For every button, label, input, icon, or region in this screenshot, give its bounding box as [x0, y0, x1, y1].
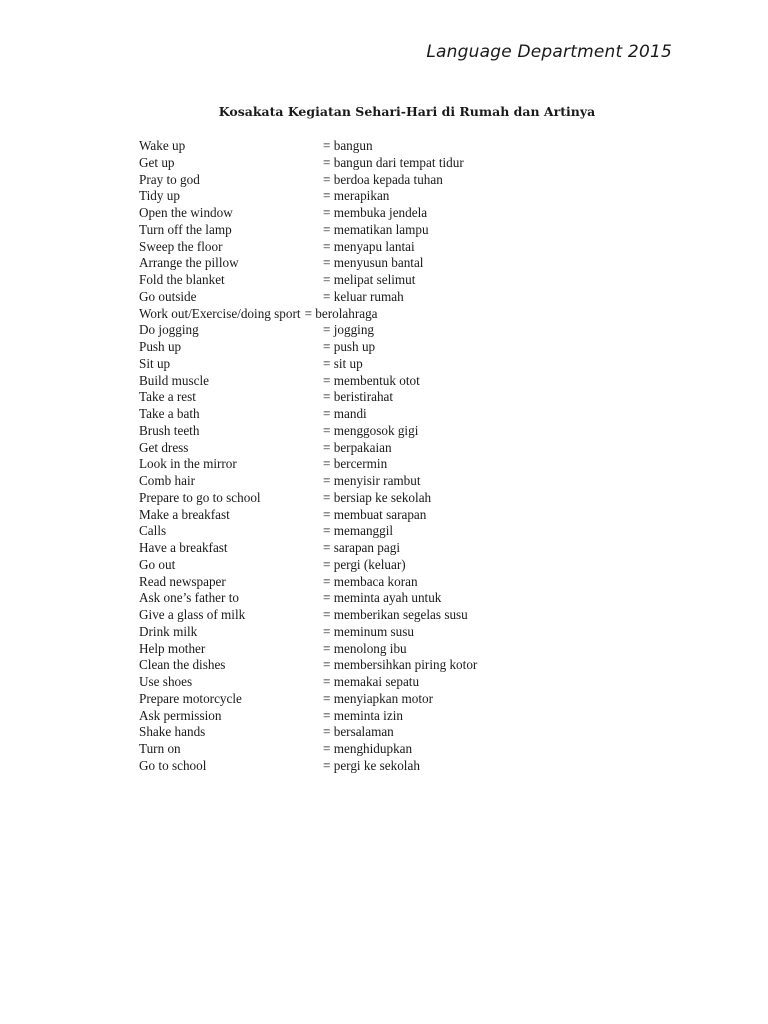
vocab-row [139, 540, 639, 557]
indonesian-meaning: = memberikan segelas susu [323, 607, 468, 622]
vocab-row [139, 507, 639, 524]
indonesian-meaning: = push up [323, 339, 376, 354]
vocab-row [139, 440, 639, 457]
indonesian-meaning: = pergi ke sekolah [323, 757, 420, 773]
indonesian-meaning: = keluar rumah [323, 288, 404, 304]
indonesian-meaning: = berolahraga [304, 305, 378, 321]
english-term: Clean the dishes [139, 657, 226, 673]
vocab-row [139, 172, 639, 189]
indonesian-meaning: = melipat selimut [323, 272, 416, 287]
indonesian-meaning: = menyiapkan motor [323, 690, 433, 706]
english-term: Read newspaper [139, 573, 226, 589]
indonesian-meaning: = bersalaman [323, 724, 394, 740]
page-header: Language Department 2015 [426, 42, 672, 62]
english-term: Prepare to go to school [139, 489, 261, 505]
vocab-row [139, 255, 639, 272]
vocab-row [139, 188, 639, 205]
indonesian-meaning: = bersiap ke sekolah [323, 489, 432, 505]
indonesian-meaning: = menghidupkan [323, 741, 413, 756]
english-term: Comb hair [139, 473, 196, 488]
indonesian-meaning: = meminum susu [323, 623, 414, 639]
english-term: Go outside [139, 288, 197, 304]
indonesian-meaning: = pergi (keluar) [323, 556, 406, 572]
indonesian-meaning: = mandi [323, 406, 367, 421]
indonesian-meaning: = memakai sepatu [323, 674, 420, 689]
vocab-row [139, 456, 639, 473]
indonesian-meaning: = sit up [323, 355, 363, 371]
vocab-row [139, 272, 639, 289]
english-term: Have a breakfast [139, 540, 228, 555]
indonesian-meaning: = menyapu lantai [323, 238, 415, 254]
vocab-row [139, 624, 639, 641]
english-term: Ask one’s father to [139, 590, 239, 606]
english-term: Give a glass of milk [139, 607, 246, 622]
english-term: Sweep the floor [139, 238, 223, 254]
english-term: Open the window [139, 205, 233, 220]
vocab-row [139, 306, 639, 323]
english-term: Go to school [139, 757, 207, 773]
english-term: Drink milk [139, 623, 198, 639]
vocab-row [139, 473, 639, 490]
indonesian-meaning: = berdoa kepada tuhan [323, 171, 443, 187]
english-term: Tidy up [139, 188, 180, 204]
english-term: Get dress [139, 439, 189, 455]
indonesian-meaning: = meminta ayah untuk [323, 590, 442, 606]
indonesian-meaning: = menyusun bantal [323, 255, 424, 271]
vocab-row [139, 674, 639, 691]
vocab-row [139, 289, 639, 306]
vocab-row [139, 641, 639, 658]
vocab-row [139, 741, 639, 758]
english-term: Prepare motorcycle [139, 690, 242, 706]
english-term: Turn on [139, 741, 181, 756]
indonesian-meaning: = membaca koran [323, 573, 418, 589]
indonesian-meaning: = merapikan [323, 188, 390, 204]
english-term: Work out/Exercise/doing sport [139, 305, 301, 321]
english-term: Sit up [139, 355, 171, 371]
vocab-row [139, 574, 639, 591]
indonesian-meaning: = jogging [323, 322, 375, 338]
vocab-row [139, 523, 639, 540]
english-term: Go out [139, 556, 176, 572]
english-term: Pray to god [139, 171, 200, 187]
vocab-row [139, 423, 639, 440]
english-term: Fold the blanket [139, 272, 225, 287]
vocab-row [139, 138, 639, 155]
vocab-row [139, 356, 639, 373]
english-term: Make a breakfast [139, 506, 230, 522]
indonesian-meaning: = bangun dari tempat tidur [323, 154, 464, 170]
vocab-row [139, 607, 639, 624]
vocab-row [139, 590, 639, 607]
indonesian-meaning: = menolong ibu [323, 640, 407, 656]
english-term: Take a bath [139, 406, 200, 421]
vocab-row [139, 205, 639, 222]
vocab-row [139, 322, 639, 339]
indonesian-meaning: = membersihkan piring kotor [323, 657, 478, 673]
vocab-row [139, 758, 639, 775]
english-term: Look in the mirror [139, 456, 237, 472]
english-term: Do jogging [139, 322, 199, 338]
english-term: Get up [139, 154, 175, 170]
vocab-row [139, 691, 639, 708]
english-term: Brush teeth [139, 422, 200, 438]
vocab-row [139, 657, 639, 674]
vocab-row [139, 406, 639, 423]
vocab-row [139, 239, 639, 256]
indonesian-meaning: = bercermin [323, 456, 388, 472]
indonesian-meaning: = membentuk otot [323, 372, 420, 388]
vocab-row [139, 339, 639, 356]
vocab-row [139, 490, 639, 507]
vocab-row [139, 155, 639, 172]
vocab-row [139, 708, 639, 725]
indonesian-meaning: = berpakaian [323, 439, 392, 455]
english-term: Build muscle [139, 372, 209, 388]
english-term: Calls [139, 523, 167, 539]
vocabulary-list [139, 138, 639, 775]
indonesian-meaning: = beristirahat [323, 389, 394, 405]
indonesian-meaning: = bangun [323, 138, 373, 153]
vocab-row [139, 389, 639, 406]
indonesian-meaning: = mematikan lampu [323, 221, 429, 237]
english-term: Help mother [139, 640, 206, 656]
english-term: Arrange the pillow [139, 255, 239, 271]
vocab-row [139, 373, 639, 390]
english-term: Use shoes [139, 674, 193, 689]
indonesian-meaning: = sarapan pagi [323, 540, 401, 555]
english-term: Wake up [139, 138, 186, 153]
english-term: Shake hands [139, 724, 206, 740]
indonesian-meaning: = meminta izin [323, 707, 403, 723]
indonesian-meaning: = menggosok gigi [323, 422, 419, 438]
english-term: Take a rest [139, 389, 196, 405]
indonesian-meaning: = memanggil [323, 523, 394, 539]
indonesian-meaning: = membuat sarapan [323, 506, 427, 522]
vocab-row [139, 557, 639, 574]
english-term: Turn off the lamp [139, 221, 232, 237]
vocab-row [139, 222, 639, 239]
indonesian-meaning: = membuka jendela [323, 205, 428, 220]
vocab-row [139, 724, 639, 741]
document-title: Kosakata Kegiatan Sehari-Hari di Rumah dan Artinya [218, 104, 596, 119]
english-term: Ask permission [139, 707, 222, 723]
english-term: Push up [139, 339, 182, 354]
indonesian-meaning: = menyisir rambut [323, 473, 421, 488]
